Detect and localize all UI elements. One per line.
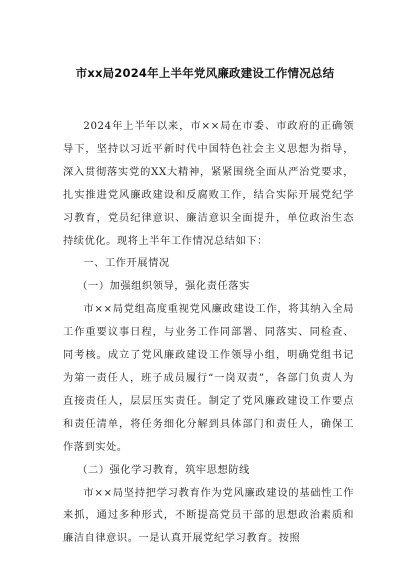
document-title: 市xx局2024年上半年党风廉政建设工作情况总结 [75, 66, 335, 80]
document-body [63, 116, 354, 551]
intro-paragraph: 2024年上半年以来，市××局在市委、市政府的正确领导下，坚持以习近平新时代中国特色社会主义思想为指导，深入贯彻落实党的XX大精神，紧紧围绕全面从严治党要求，扎实推进党风廉政建设和反腐败工作，结合实际开展党纪学习教育，党员纪律意识、廉洁意识全面提升，单位政治生态持续优化。现将上半年工作情况总结如下： [63, 121, 354, 247]
body-paragraph: 市××局党组高度重视党风廉政建设工作，将其纳入全局工作重要议事日程，与业务工作同部署、同落实、同检查、同考核。成立了党风廉政建设工作领导小组，明确党组书记为第一责任人，班子成员履行“一岗双责”，各部门负责人为直接责任人，层层压实责任。制定了党风廉政建设工作要点和责任清单，将任务细化分解到具体部门和责任人，确保工作落到实处。 [63, 304, 354, 453]
subsection-heading: （二）强化学习教育，筑牢思想防线 [77, 464, 250, 476]
subsection-heading: （一）加强组织领导，强化责任落实 [77, 281, 250, 293]
body-paragraph: 市××局坚持把学习教育作为党风廉政建设的基础性工作来抓，通过多种形式，不断提高党员干部的思想政治素质和廉洁自律意识。一是认真开展党纪学习教育。按照 [63, 487, 354, 545]
section-heading: 一、工作开展情况 [83, 258, 170, 270]
